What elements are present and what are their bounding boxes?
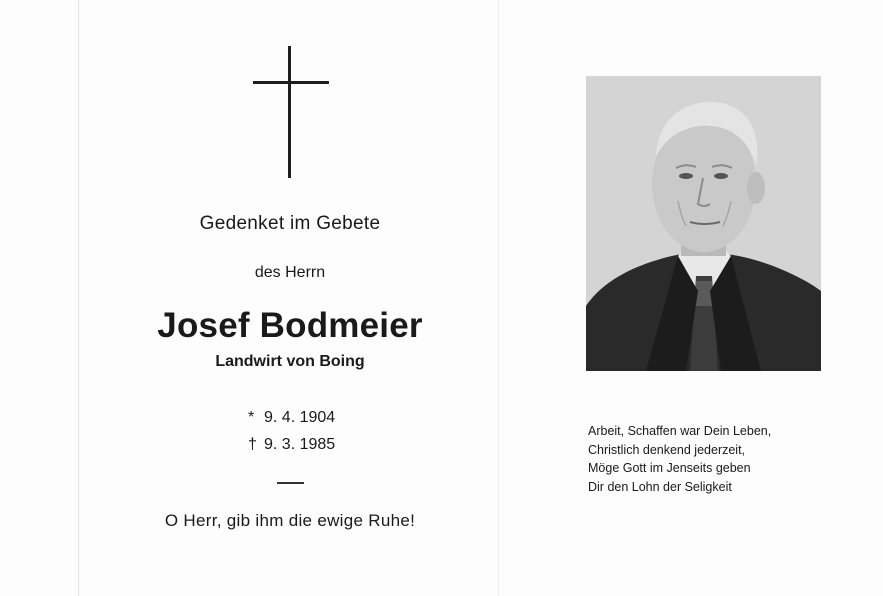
- death-row: [248, 431, 335, 458]
- portrait-photo: [586, 76, 821, 371]
- separator-dash: [277, 482, 304, 484]
- deceased-name: Josef Bodmeier: [157, 306, 423, 345]
- memorial-poem: [588, 422, 771, 496]
- latin-cross-icon: [253, 46, 329, 178]
- closing-prayer: O Herr, gib ihm die ewige Ruhe!: [164, 511, 416, 530]
- poem-line: Dir den Lohn der Seligkeit: [588, 479, 732, 494]
- prayer-line: Gedenket im Gebete: [199, 213, 381, 234]
- death-date: 9. 3. 1985: [264, 436, 336, 453]
- honorific: des Herrn: [254, 264, 326, 281]
- life-dates: [248, 404, 335, 458]
- death-symbol: †: [248, 436, 257, 453]
- poem-line: Arbeit, Schaffen war Dein Leben,: [588, 424, 772, 438]
- occupation: Landwirt von Boing: [215, 353, 365, 370]
- birth-symbol: *: [248, 409, 255, 426]
- poem-line: Möge Gott im Jenseits geben: [588, 461, 751, 475]
- birth-date: 9. 4. 1904: [264, 409, 336, 426]
- poem-line: Christlich denkend jederzeit,: [588, 442, 746, 457]
- birth-row: [248, 404, 335, 431]
- card-fold-line: [498, 0, 499, 596]
- card-edge-divider: [78, 0, 79, 596]
